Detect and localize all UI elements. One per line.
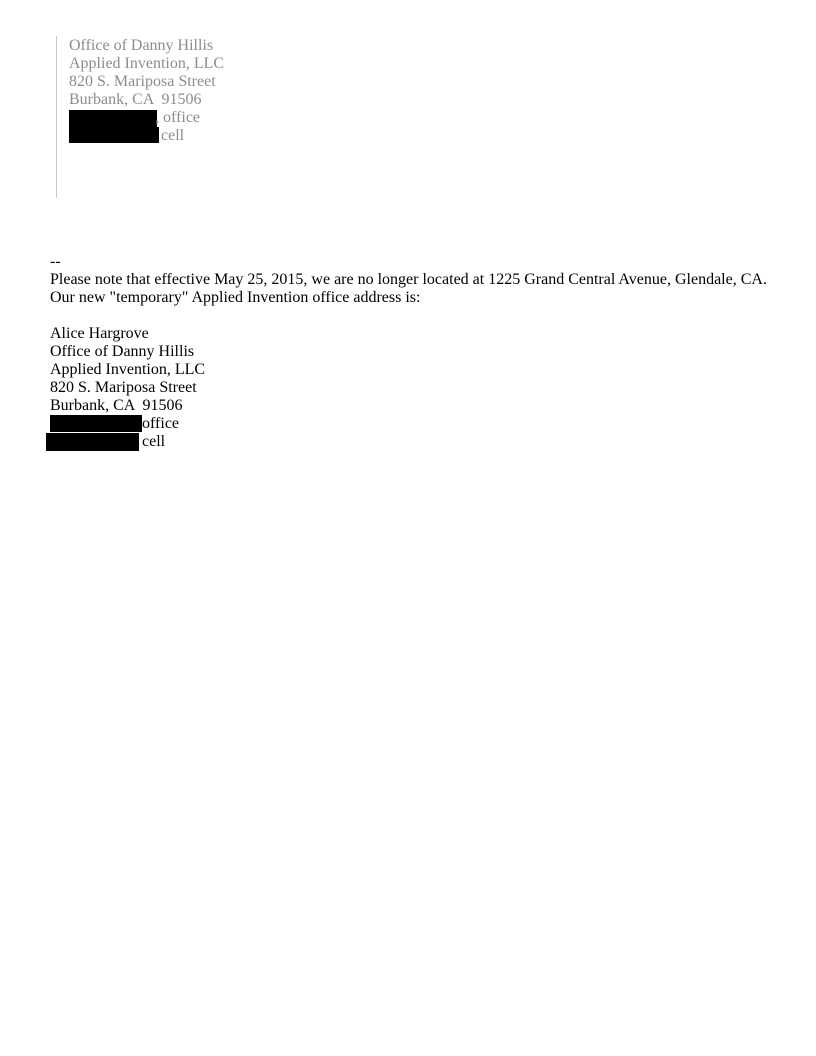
- quoted-street-address: 820 S. Mariposa Street: [69, 73, 216, 90]
- quoted-company-name: Applied Invention, LLC: [69, 55, 225, 72]
- office-name: Office of Danny Hillis: [50, 343, 195, 360]
- cell-label: cell: [142, 433, 166, 450]
- blank-line: [50, 307, 770, 325]
- city-state-zip: Burbank, CA 91506: [50, 397, 183, 414]
- quoted-office-name: Office of Danny Hillis: [69, 37, 214, 54]
- street-address: 820 S. Mariposa Street: [50, 379, 197, 396]
- quoted-signature-block: [56, 36, 297, 198]
- redaction-box: [50, 415, 142, 432]
- quoted-cell-label: cell: [161, 127, 185, 144]
- redaction-box: [69, 110, 157, 127]
- redaction-box: [69, 127, 159, 143]
- quoted-cell-phone-line: [69, 127, 224, 145]
- office-phone-line: [50, 415, 770, 433]
- quoted-signature-lines: [69, 37, 224, 145]
- relocation-notice: Please note that effective May 25, 2015, we are no longer located at 1225 Grand Central Avenue, Glendale, CA. Our new "temporary" Applied Invention office address is:: [50, 271, 767, 306]
- email-body: [50, 253, 770, 451]
- office-label: office: [142, 415, 180, 432]
- quoted-office-label: , office: [155, 109, 201, 126]
- sender-name: Alice Hargrove: [50, 325, 149, 342]
- quoted-city-state-zip: Burbank, CA 91506: [69, 91, 202, 108]
- company-name: Applied Invention, LLC: [50, 361, 206, 378]
- cell-phone-line: [50, 433, 770, 451]
- quoted-office-phone-line: [69, 109, 224, 127]
- redaction-box: [46, 433, 139, 451]
- signature-separator: --: [50, 253, 61, 270]
